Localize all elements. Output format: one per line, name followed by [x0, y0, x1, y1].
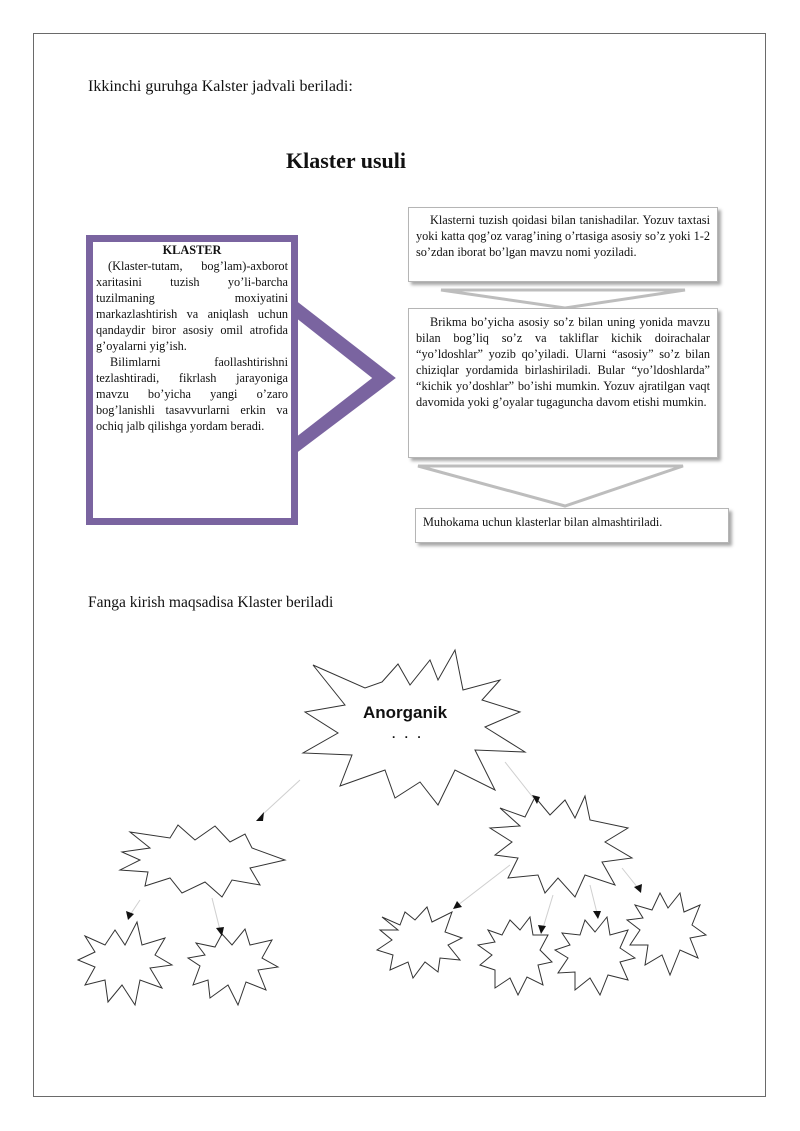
- arrowhead-3: [126, 911, 134, 920]
- small-star-6-shape: [627, 893, 706, 975]
- step-1-text: Klasterni tuzish qoidasi bilan tanishadilar. Yozuv taxtasi yoki katta qog’oz varag’ining o’rtasiga asosiy so’z yoki 1-2 so’zdan iborat bo’lgan mavzu nomi yoziladi.: [416, 213, 710, 259]
- down-chevron-2: [418, 466, 683, 506]
- small-star-2-shape: [188, 929, 278, 1005]
- step-3-text: Muhokama uchun klasterlar bilan almashtiriladi.: [423, 515, 663, 529]
- right-mid-star-shape: [490, 796, 632, 897]
- klaster-paragraph-2: Bilimlarni faollashtirishni tezlashtiradi, fikrlash jarayoniga mavzu bo’yicha yangi o’zaro bog’lanishli tasavvurlarni erkin va ochiq jalb qilishga yordam beradi.: [96, 355, 288, 433]
- connector-right-star4: [543, 895, 553, 928]
- connector-right-star5: [590, 885, 597, 913]
- arrowhead-7: [593, 911, 601, 919]
- klaster-heading: KLASTER: [162, 243, 222, 257]
- step-box-2: [408, 308, 718, 458]
- connector-center-left: [262, 780, 300, 815]
- connector-right-star3: [458, 865, 510, 905]
- connector-right-star6: [622, 868, 638, 888]
- central-star-dots: . . .: [392, 727, 424, 741]
- arrowhead-8: [634, 884, 642, 893]
- step-2-text: Brikma bo’yicha asosiy so’z bilan uning yonida mavzu bilan bog’liq so’z va takliflar kichik doirachalar “yo’ldoshlar” yozib qo’yiladi. Ularni “asosiy” so’z bilan chiziqlar yordamida birlashiriladi. Bular “yo’ldoshlarda” “kichik yo’doshlar” bo’ishi mumkin. Yozuv ajratilgan vaqt davomida yoki g’oyalar tugaguncha davom etishi mumkin.: [416, 315, 710, 409]
- arrowhead-1: [256, 812, 264, 821]
- small-star-5-shape: [555, 917, 635, 995]
- klaster-paragraph-1: (Klaster-tutam, bog’lam)-axborot xaritasini tuzish yo’li-barcha tuzilmaning moxiyatini markazlashtirish va aniqlash uchun qandaydir biror asosiy omil atrofida g’oyalarni yig’ish.: [96, 259, 288, 353]
- small-star-1-shape: [78, 922, 172, 1005]
- left-mid-star-shape: [120, 825, 285, 897]
- intro-text-bottom: Fanga kirish maqsadisa Klaster beriladi: [88, 594, 334, 611]
- klaster-definition-text: [96, 242, 288, 434]
- step-box-3: [415, 508, 729, 543]
- central-star-label: Anorganik: [362, 703, 448, 722]
- down-chevron-1: [441, 290, 685, 308]
- connector-center-right: [505, 762, 535, 800]
- klaster-pointer-arrow: [297, 302, 395, 452]
- intro-text-top: Ikkinchi guruhga Kalster jadvali beriladi:: [88, 78, 353, 95]
- arrowhead-5: [453, 901, 462, 909]
- connector-left-star2: [212, 898, 220, 930]
- step-box-1: [408, 207, 718, 282]
- page-title: Klaster usuli: [286, 148, 407, 173]
- small-star-3-shape: [377, 907, 462, 978]
- connector-left-star1: [130, 900, 140, 915]
- arrowhead-6: [538, 925, 546, 934]
